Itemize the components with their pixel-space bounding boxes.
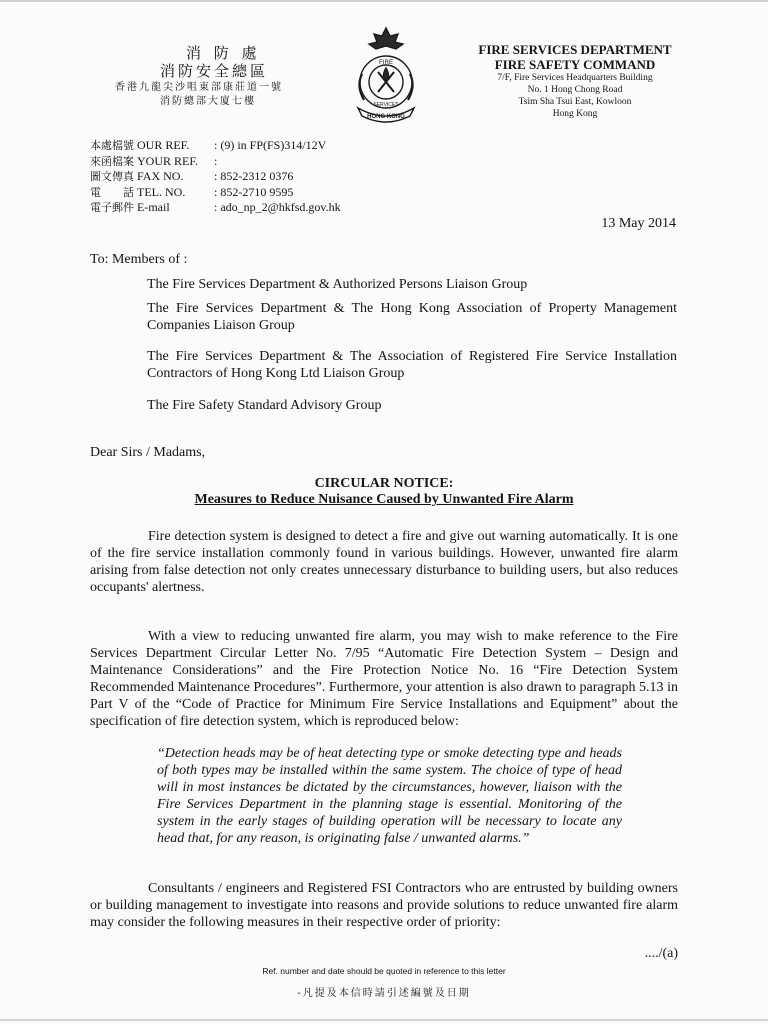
ref-label-cn: 來函檔案 — [90, 154, 134, 168]
scan-edge-top — [0, 0, 768, 2]
circular-subject: Measures to Reduce Nuisance Caused by Unwanted Fire Alarm — [194, 492, 574, 507]
ref-row-tel — [90, 185, 341, 201]
header-en-block — [460, 42, 690, 120]
ref-label-en: E-mail — [137, 200, 170, 214]
ref-value: : 852-2312 0376 — [214, 169, 294, 183]
ref-row-email — [90, 200, 341, 216]
recipient-group: The Fire Services Department & Authorized Persons Liaison Group — [147, 277, 528, 292]
letter-date: 13 May 2014 — [601, 216, 676, 231]
ref-label-cn: 本處檔號 — [90, 139, 134, 152]
recipient-group: The Fire Services Department & The Hong Kong Association of Property Management Companies Liaison Group — [147, 301, 677, 333]
circular-title: CIRCULAR NOTICE: — [314, 476, 454, 491]
continuation-marker: ..../(a) — [644, 946, 678, 961]
ref-label-en: TEL. NO. — [137, 184, 186, 199]
recipients-heading: To: Members of : — [90, 252, 188, 267]
footer-note-en: Ref. number and date should be quoted in reference to this letter — [262, 966, 506, 976]
recipient-group: The Fire Safety Standard Advisory Group — [147, 398, 382, 413]
header-cn-address-1: 香港九龍尖沙咀東部康莊道一號 — [115, 82, 283, 93]
ref-value: : (9) in FP(FS)314/12V — [214, 138, 327, 152]
ref-row-fax — [90, 169, 341, 185]
header-en-address-1: 7/F, Fire Services Headquarters Building — [497, 73, 653, 83]
ref-value-email: : ado_np_2@hkfsd.gov.hk — [214, 200, 341, 214]
ref-label-en: YOUR REF. — [137, 153, 199, 168]
body-paragraph: Fire detection system is designed to detect a fire and give out warning automatically. It is one of the fire service installation commonly found in various buildings. However, unwanted fire alarm arising from false detection not only creates unnecessary disturbance to building users, but also reduces occupants' alertness. — [90, 529, 678, 595]
reference-block — [90, 138, 341, 216]
scan-edge-bottom — [0, 1019, 768, 1021]
ref-value: : — [214, 153, 218, 168]
header-en-department: FIRE SERVICES DEPARTMENT — [478, 42, 672, 57]
ref-label-en: FAX NO. — [137, 169, 184, 183]
header-cn-department: 消 防 處 — [186, 44, 261, 62]
salutation: Dear Sirs / Madams, — [90, 445, 206, 460]
header-cn-address-2: 消防總部大廈七樓 — [160, 96, 256, 107]
recipient-group: The Fire Services Department & The Association of Registered Fire Service Installation Contractors of Hong Kong Ltd Liaison Group — [147, 349, 677, 381]
body-paragraph: Consultants / engineers and Registered FSI Contractors who are entrusted by building owners or building management to investigate into reasons and provide solutions to reduce unwanted fire alarm may consider the following measures in their respective order of priority: — [90, 881, 678, 930]
ref-row-your-ref — [90, 154, 341, 170]
circular-heading — [90, 476, 678, 508]
ref-value: : 852-2710 9595 — [214, 184, 294, 199]
header-en-command: FIRE SAFETY COMMAND — [494, 57, 656, 72]
fire-services-crest-icon — [348, 24, 424, 124]
quoted-code-of-practice: “Detection heads may be of heat detecting type or smoke detecting type and heads of both types may be installed within the same system. The choice of type of head will in most instances be dictated by the circumstances, however, liaison with the Fire Services Department in the planning stage is essential. Monitoring of the system in the early stages of building operation will be necessary to locate any head that, for any reason, is originating false / unwanted alarms.” — [157, 746, 622, 846]
svg-text:HONG KONG: HONG KONG — [367, 114, 405, 120]
ref-label-cn: 電 話 — [90, 185, 134, 199]
footer-note-cn: -凡提及本信時請引述編號及日期 — [297, 988, 471, 999]
header-en-address-3: Tsim Sha Tsui East, Kowloon — [518, 97, 632, 107]
header-cn-command: 消防安全總區 — [160, 62, 269, 80]
svg-text:SERVICES: SERVICES — [373, 102, 399, 108]
ref-row-our-ref — [90, 138, 341, 154]
header-en-address-4: Hong Kong — [552, 109, 598, 119]
svg-text:FIRE: FIRE — [379, 60, 393, 66]
header-en-address-2: No. 1 Hong Chong Road — [527, 85, 623, 95]
body-paragraph: With a view to reducing unwanted fire alarm, you may wish to make reference to the Fire Services Department Circular Letter No. 7/95 “Automatic Fire Detection System – Design and Maintenance Considerations” and the Fire Protection Notice No. 16 “Fire Detection System Recommended Maintenance Procedures”. Furthermore, your attention is also drawn to paragraph 5.13 in Part V of the “Code of Practice for Minimum Fire Service Installations and Equipment” about the specification of fire detection system, which is reproduced below: — [90, 629, 678, 729]
ref-label-en: OUR REF. — [137, 138, 190, 152]
ref-label-cn: 圖文傳真 — [90, 170, 134, 183]
ref-label-cn: 電子郵件 — [90, 201, 134, 214]
